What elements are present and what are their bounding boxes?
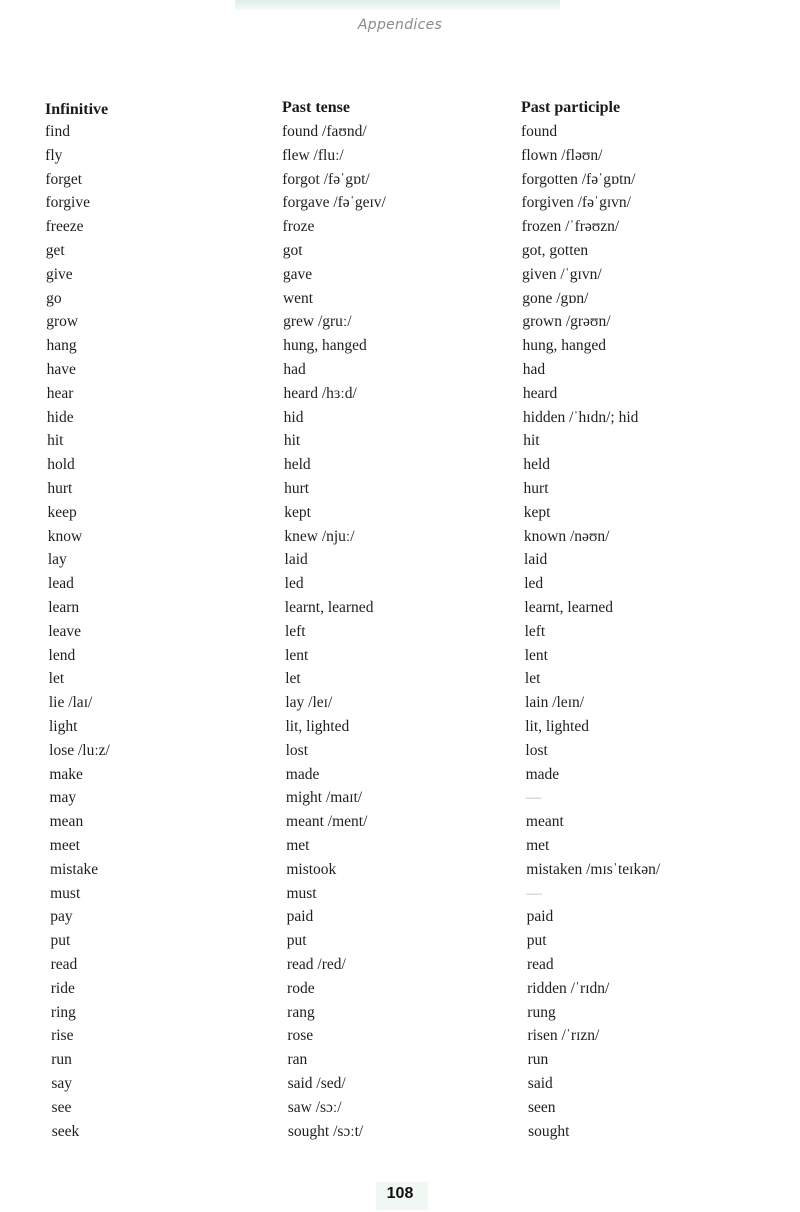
cell-past-tense: mistook	[286, 860, 337, 878]
cell-past-participle: left	[524, 622, 546, 640]
cell-infinitive: rise	[51, 1027, 74, 1045]
cell-infinitive: fly	[45, 146, 63, 164]
cell-past-participle: risen /ˈrɪzn/	[527, 1027, 600, 1045]
cell-past-participle: known /nəʊn/	[523, 527, 610, 545]
cell-infinitive: freeze	[45, 218, 84, 236]
cell-past-tense: went	[282, 289, 314, 307]
cell-infinitive: learn	[48, 599, 80, 616]
cell-past-participle: forgotten /fəˈgɒtn/	[521, 170, 636, 188]
cell-infinitive: make	[49, 765, 83, 783]
cell-past-participle: found	[521, 123, 558, 140]
cell-past-participle: seen	[527, 1098, 556, 1116]
cell-past-participle: mistaken /mɪsˈteɪkən/	[526, 860, 661, 878]
cell-past-participle: run	[527, 1051, 549, 1069]
cell-past-tense: heard /hɜːd/	[283, 384, 357, 402]
cell-infinitive: hear	[46, 384, 74, 402]
cell-past-tense: led	[284, 575, 304, 593]
cell-past-participle: put	[526, 932, 547, 950]
cell-past-participle: led	[524, 575, 544, 593]
cell-past-tense: rang	[287, 1003, 315, 1021]
cell-past-tense: saw /sɔː/	[287, 1098, 342, 1116]
cell-past-participle: met	[526, 837, 550, 854]
cell-past-tense: grew /gruː/	[283, 313, 352, 331]
cell-past-participle: grown /grəʊn/	[522, 313, 611, 331]
cell-infinitive: hold	[47, 456, 75, 474]
cell-past-tense: lit, lighted	[285, 718, 350, 735]
cell-infinitive: must	[50, 884, 81, 902]
cell-past-tense: gave	[282, 265, 313, 283]
cell-infinitive: forget	[45, 170, 83, 188]
cell-past-tense: lent	[285, 646, 309, 664]
cell-past-participle: heard	[522, 384, 558, 402]
cell-infinitive: hit	[47, 432, 64, 450]
running-head: Appendices	[357, 17, 443, 33]
cell-past-participle: lain /leɪn/	[525, 694, 585, 712]
cell-past-participle: hit	[523, 432, 540, 450]
cell-infinitive: lead	[48, 575, 74, 593]
header-past-participle: Past participle	[521, 99, 621, 116]
cell-past-participle: learnt, learned	[524, 599, 614, 616]
cell-infinitive: find	[45, 123, 70, 140]
cell-past-participle: given /ˈgɪvn/	[522, 265, 602, 283]
cell-past-tense: got	[282, 242, 303, 259]
cell-past-participle: made	[525, 765, 560, 783]
cell-past-tense: flew /fluː/	[282, 146, 344, 164]
cell-past-participle: rung	[527, 1003, 556, 1021]
cell-infinitive: keep	[47, 503, 77, 521]
cell-past-tense: forgave /fəˈgeɪv/	[282, 194, 386, 212]
cell-infinitive: lay	[47, 551, 67, 569]
cell-past-tense: paid	[286, 908, 314, 926]
cell-past-tense: hung, hanged	[283, 337, 367, 355]
cell-past-tense: learnt, learned	[284, 599, 374, 616]
cell-past-tense: read /red/	[286, 956, 346, 973]
header-past-tense: Past tense	[282, 99, 350, 116]
cell-past-tense: sought /sɔːt/	[287, 1122, 364, 1140]
cell-past-tense: met	[286, 837, 310, 854]
cell-past-participle: hurt	[523, 480, 549, 497]
cell-past-participle: forgiven /fəˈgɪvn/	[521, 194, 631, 212]
cell-past-tense: froze	[282, 218, 315, 236]
cell-infinitive: know	[47, 527, 83, 545]
cell-infinitive: seek	[51, 1122, 80, 1140]
cell-past-tense: ran	[287, 1051, 308, 1069]
cell-past-participle: read	[526, 956, 554, 973]
cell-past-tense: forgot /fəˈgɒt/	[282, 170, 370, 188]
cell-infinitive: get	[45, 242, 65, 259]
cell-past-participle: said	[527, 1075, 553, 1092]
cell-infinitive: ring	[50, 1003, 76, 1021]
cell-past-participle: kept	[523, 503, 551, 521]
cell-past-participle: hung, hanged	[522, 337, 607, 355]
cell-past-participle: —	[526, 884, 542, 902]
cell-past-tense: might /maɪt/	[285, 789, 363, 807]
cell-past-participle: —	[525, 789, 542, 807]
page-number: 108	[386, 1185, 414, 1202]
cell-past-participle: flown /fləʊn/	[521, 146, 603, 164]
cell-past-tense: rode	[287, 979, 315, 997]
cell-past-participle: lent	[524, 646, 548, 664]
cell-past-tense: left	[284, 622, 306, 640]
cell-past-tense: put	[286, 932, 307, 950]
cell-past-participle: ridden /ˈrɪdn/	[527, 979, 610, 997]
cell-past-participle: let	[524, 670, 541, 688]
cell-past-participle: had	[522, 361, 546, 378]
cell-infinitive: go	[46, 289, 62, 307]
cell-infinitive: forgive	[45, 194, 90, 212]
cell-past-tense: hid	[283, 408, 304, 426]
cell-past-tense: must	[286, 884, 317, 902]
cell-past-tense: knew /njuː/	[284, 527, 355, 545]
cell-infinitive: have	[46, 361, 76, 378]
cell-infinitive: put	[50, 932, 71, 950]
cell-infinitive: run	[51, 1051, 72, 1069]
cell-past-participle: lit, lighted	[525, 718, 589, 735]
cell-infinitive: ride	[50, 979, 75, 997]
cell-infinitive: lend	[48, 646, 76, 664]
cell-past-participle: laid	[524, 551, 548, 569]
cell-past-tense: meant /ment/	[286, 813, 368, 831]
cell-infinitive: give	[45, 265, 73, 283]
cell-past-tense: lost	[285, 741, 309, 759]
cell-past-tense: said /sed/	[287, 1075, 346, 1092]
cell-infinitive: mean	[49, 813, 84, 831]
cell-past-tense: hit	[283, 432, 301, 450]
cell-past-participle: hidden /ˈhɪdn/; hid	[523, 408, 639, 426]
cell-past-tense: hurt	[284, 480, 310, 497]
cell-past-participle: frozen /ˈfrəʊzn/	[521, 218, 620, 236]
cell-infinitive: lose /luːz/	[49, 741, 110, 759]
cell-infinitive: hang	[46, 337, 77, 355]
cell-past-tense: laid	[284, 551, 308, 569]
cell-past-tense: made	[285, 765, 320, 783]
cell-past-tense: kept	[284, 503, 311, 521]
cell-past-tense: found /faʊnd/	[282, 123, 367, 140]
cell-past-participle: sought	[528, 1122, 570, 1140]
cell-infinitive: may	[49, 789, 77, 807]
cell-past-tense: rose	[287, 1027, 314, 1045]
cell-past-tense: held	[283, 456, 311, 474]
cell-infinitive: mistake	[49, 860, 99, 878]
cell-past-participle: gone /gɒn/	[522, 289, 589, 307]
cell-infinitive: let	[48, 670, 65, 688]
cell-past-tense: let	[285, 670, 301, 688]
cell-past-participle: meant	[525, 813, 564, 831]
cell-infinitive: light	[49, 718, 78, 735]
cell-infinitive: grow	[46, 313, 79, 331]
cell-infinitive: lie /laɪ/	[48, 694, 93, 712]
cell-past-tense: lay /leɪ/	[285, 694, 333, 712]
cell-infinitive: hide	[46, 408, 74, 426]
cell-past-participle: lost	[525, 741, 548, 759]
cell-infinitive: see	[51, 1098, 72, 1116]
cell-infinitive: pay	[50, 908, 73, 926]
cell-past-participle: held	[523, 456, 551, 474]
cell-infinitive: meet	[49, 837, 80, 854]
cell-past-participle: got, gotten	[521, 242, 589, 259]
cell-infinitive: say	[51, 1075, 73, 1092]
header-infinitive: Infinitive	[45, 101, 109, 118]
cell-infinitive: read	[50, 956, 78, 973]
cell-infinitive: hurt	[47, 480, 73, 497]
cell-infinitive: leave	[48, 622, 82, 640]
cell-past-participle: paid	[526, 908, 554, 926]
cell-past-tense: had	[283, 361, 306, 378]
